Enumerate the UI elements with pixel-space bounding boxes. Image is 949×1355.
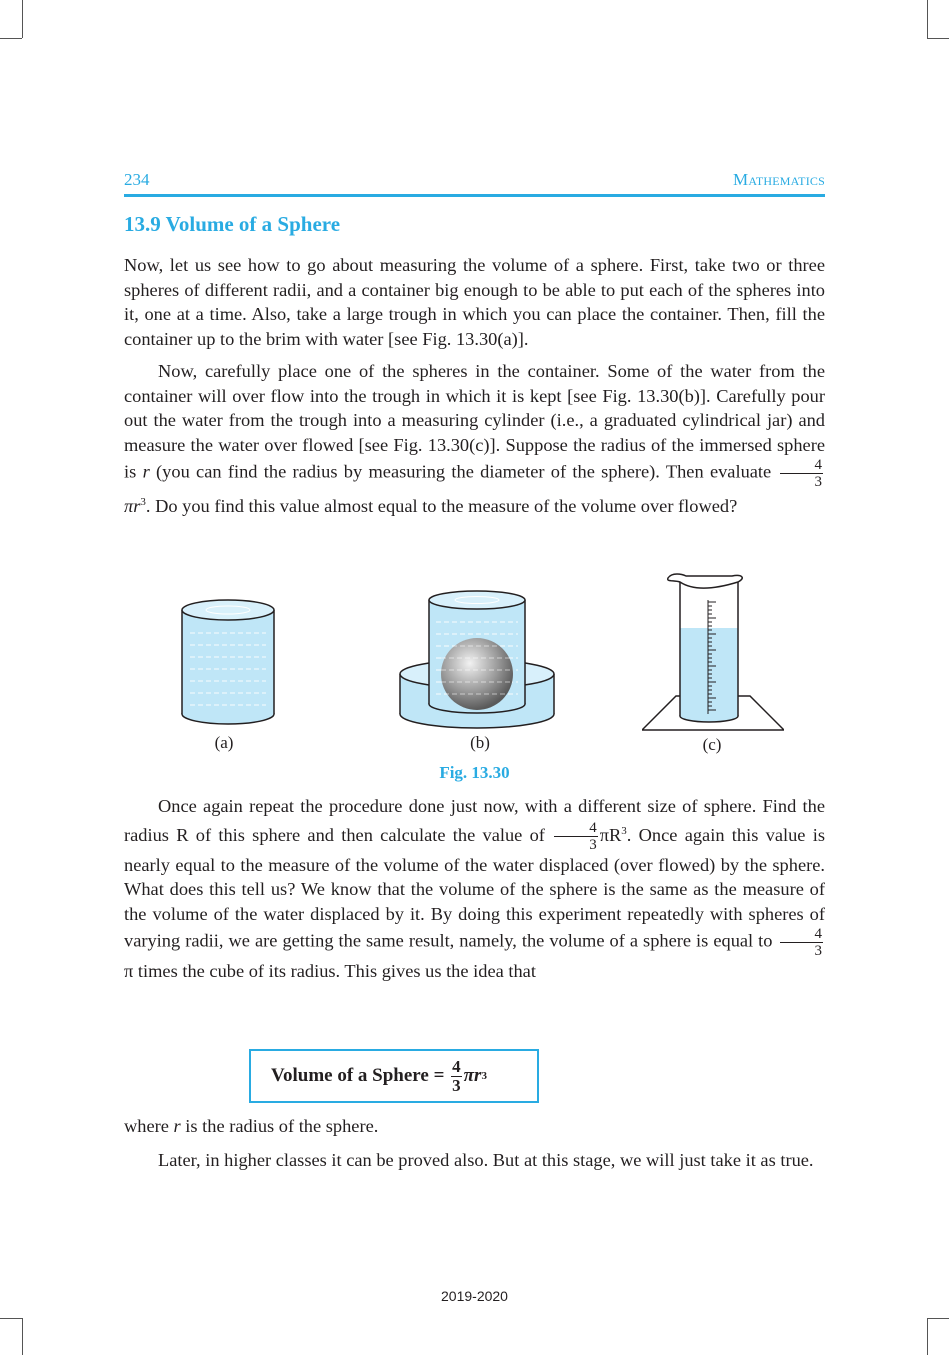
crop-mark — [22, 0, 23, 38]
footer-year: 2019-2020 — [441, 1288, 508, 1304]
formula-exponent: 3 — [481, 1070, 487, 1082]
fraction-numerator: 4 — [780, 926, 824, 943]
running-title: Mathematics — [733, 170, 825, 189]
figure-label-a: (a) — [214, 733, 234, 752]
fraction-numerator: 4 — [452, 1056, 461, 1076]
crop-mark — [927, 1318, 949, 1319]
formula-label: Volume of a Sphere = — [271, 1065, 445, 1086]
figure-label-b: (b) — [470, 733, 490, 752]
sphere — [441, 638, 513, 710]
figure-b-container-with-sphere — [396, 586, 558, 732]
crop-mark — [927, 0, 928, 38]
fraction-denominator: 3 — [814, 943, 822, 960]
figure-caption: Fig. 13.30 — [439, 763, 510, 782]
math-expression: πR — [599, 824, 622, 845]
variable-r: r — [142, 461, 150, 482]
paragraph-1: Now, let us see how to go about measuring the volume of a sphere. First, take two or three spheres of different radii, and a container big enough to be able to put each of the spheres into it, one at a time. Also, take a large trough in which you can place the container. Then, fill the container up to the brim with water [see Fig. 13.30(a)]. — [124, 255, 825, 349]
paragraph-4 — [124, 1114, 825, 1139]
variable-r: r — [173, 1116, 181, 1136]
formula-expression: πr — [463, 1065, 482, 1086]
exponent: 3 — [621, 824, 627, 837]
math-expression: π — [124, 961, 134, 982]
water-surface — [429, 591, 525, 609]
water-fill — [182, 610, 274, 714]
fraction-numerator: 4 — [554, 820, 598, 837]
figure-label-c: (c) — [702, 735, 722, 754]
fraction — [780, 457, 824, 490]
fraction-numerator: 4 — [780, 457, 824, 474]
fraction-denominator: 3 — [814, 474, 823, 490]
paragraph-5: Later, in higher classes it can be proved also. But at this stage, we will just take it as true. — [158, 1150, 814, 1170]
text-run: Now, carefully place one of the spheres in the container. Some of the water from the container will over flow into the trough in which it is kept [see Fig. 13.30(b)]. Carefully pour out the water from the trough into a measuring cylinder (i.e., a graduated cylindrical jar) and measure the water over flowed [see Fig. 13.30(c)]. Suppose the radius of the immersed sphere is — [124, 361, 825, 482]
figure-a-container — [178, 598, 278, 728]
text-run: is the radius of the sphere. — [180, 1116, 379, 1136]
exponent: 3 — [140, 496, 146, 508]
crop-mark — [22, 1318, 23, 1355]
volume-formula-box — [249, 1049, 539, 1103]
fraction-denominator: 3 — [589, 836, 597, 853]
measured-water — [680, 628, 738, 716]
paragraph-3 — [124, 794, 825, 984]
figure-c-measuring-cylinder — [642, 568, 784, 733]
page-number: 234 — [124, 170, 150, 189]
water-surface — [182, 600, 274, 620]
fraction — [780, 926, 824, 959]
fraction-denominator: 3 — [452, 1075, 461, 1095]
fraction — [554, 820, 598, 853]
crop-mark — [0, 1318, 22, 1319]
math-expression: πr — [124, 496, 141, 517]
text-run: Once again repeat the procedure done just now, with a different size of sphere. Find the radius R of this sphere and then calculate the value of — [124, 796, 825, 845]
section-title: 13.9 Volume of a Sphere — [124, 212, 341, 236]
text-run: . Once again this value is nearly equal to the measure of the volume of the water displaced (over flowed) by the sphere. What does this tell us? We know that the volume of the sphere is the same as the measure of the volume of the water displaced by it. By doing this experiment repeatedly with spheres of varying radii, we are getting the same result, namely, the volume of a sphere is equal to — [124, 824, 825, 952]
text-run: where — [124, 1116, 174, 1136]
formula-fraction — [451, 1058, 462, 1095]
paragraph-2 — [124, 359, 825, 519]
text-run: times the cube of its radius. This gives us the idea that — [133, 961, 536, 982]
text-run: (you can find the radius by measuring the diameter of the sphere). Then evaluate — [149, 461, 778, 482]
page-header — [124, 168, 825, 197]
crop-mark — [0, 38, 22, 39]
crop-mark — [927, 1318, 928, 1355]
cylinder-spout — [668, 574, 743, 588]
crop-mark — [927, 38, 949, 39]
text-run: . Do you find this value almost equal to the measure of the volume over flowed? — [145, 496, 738, 517]
